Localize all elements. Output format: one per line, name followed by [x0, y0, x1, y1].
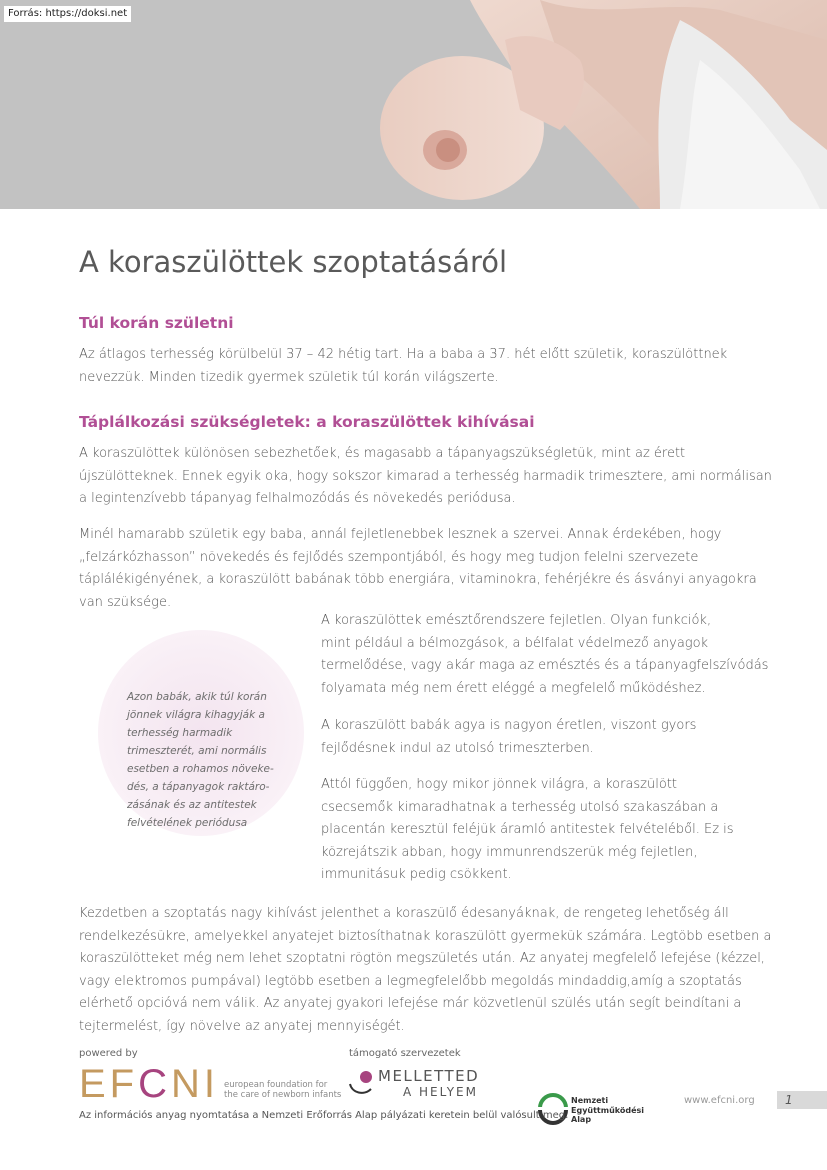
quote-line: zásának és az antitestek — [127, 799, 257, 811]
section-heading-nutrition: Táplálkozási szükségletek: a koraszülöttek kihívásai — [79, 413, 535, 431]
melletted-logo-icon — [347, 1068, 377, 1098]
paragraph-vulnerable — [79, 443, 772, 511]
paragraph-antibodies — [321, 774, 734, 887]
text-line: folyamata még nem érett eléggé a megfelelő működéshez. — [321, 680, 706, 696]
paragraph-breastfeeding — [79, 903, 771, 1038]
funding-notice: Az információs anyag nyomtatása a Nemzeti Erőforrás Alap pályázati keretein belül valósult meg. — [79, 1110, 569, 1121]
text-line: van szüksége. — [79, 594, 172, 610]
page-title: A koraszülöttek szoptatásáról — [79, 245, 508, 279]
text-line: tejtermelést, így növelve az anyatej mennyiségét. — [79, 1018, 405, 1034]
efcni-tagline-line: the care of newborn infants — [224, 1090, 342, 1100]
text-line: Az átlagos terhesség körülbelül 37 – 42 hétig tart. Ha a baba a 37. hét előtt születik, koraszülöttnek — [79, 347, 728, 362]
efcni-logo — [79, 1062, 219, 1106]
pull-quote — [127, 688, 274, 832]
text-line: nevezzük. Minden tizedik gyermek születik túl korán világszerte. — [79, 369, 499, 385]
quote-line: esetben a rohamos növeke- — [127, 763, 274, 775]
text-line: koraszülötteket még nem lehet szoptatni rögtön megszületés után. Az anyatej megfelelő lefejése (kézzel, — [79, 951, 765, 966]
text-line: fejlődésnek indul az utolsó trimeszterben. — [321, 740, 594, 756]
text-line: placentán keresztül feléjük áramló antitestek felvételéből. Ez is — [321, 822, 734, 837]
paragraph-organs — [79, 524, 757, 614]
section-heading-born-early: Túl korán születni — [79, 314, 234, 332]
text-line: A koraszülött babák agya is nagyon éretlen, viszont gyors — [321, 718, 697, 733]
text-line: elérhető opcióvá nem válik. Az anyatej gyakori lefejése már közvetlenül szülés után segít beindítani a — [79, 996, 742, 1011]
text-line: termelődése, vagy akár maga az emésztés és a tápanyagfelszívódás — [321, 658, 769, 673]
text-line: vagy elektromos pumpával) legtöbb esetben a legmegfelelőbb megoldás mindaddig,amíg a szoptatás — [79, 973, 742, 989]
text-line: újszülötteknek. Ennek egyik oka, hogy sokszor kimarad a terhesség harmadik trimesztere, ami normálisan — [79, 468, 772, 484]
source-label: Forrás: https://doksi.net — [4, 6, 131, 22]
text-line: Kezdetben a szoptatás nagy kihívást jelenthet a koraszülő édesanyáknak, de rengeteg lehetőség áll — [79, 906, 729, 921]
text-line: A koraszülöttek különösen sebezhetőek, és magasabb a tápanyagszükségletük, mint az érett — [79, 446, 686, 461]
melletted-logo-text: MELLETTED — [378, 1067, 480, 1085]
breastfeeding-photo — [0, 0, 827, 209]
page-number: 1 — [777, 1091, 827, 1109]
nea-logo-line: Nemzeti — [571, 1096, 609, 1105]
efcni-logo-text: NI — [171, 1062, 220, 1106]
text-line: immunitásuk pedig csökkent. — [321, 867, 512, 882]
website-link[interactable]: www.efcni.org — [684, 1095, 755, 1106]
paragraph-digestion — [321, 610, 768, 700]
text-line: Minél hamarabb születik egy baba, annál fejletlenebbek lesznek a szervei. Annak érdekében, hogy — [79, 527, 722, 542]
nea-logo-line: Együttműködési — [571, 1105, 645, 1115]
paragraph-intro — [79, 344, 727, 389]
efcni-tagline — [224, 1080, 341, 1100]
quote-line: dés, a tápanyagok raktáro- — [127, 781, 270, 793]
efcni-logo-text: C — [138, 1062, 172, 1106]
quote-line: terhesség harmadik — [127, 727, 233, 739]
text-line: mint például a bélmozgások, a bélfalat védelmező anyagok — [321, 635, 709, 651]
efcni-logo-text: EF — [79, 1062, 139, 1106]
text-line: „felzárkózhasson” növekedés és fejlődés szempontjából, és hogy meg tudjon felelni szervezete — [79, 549, 699, 565]
quote-line: Azon babák, akik túl korán — [127, 691, 267, 703]
text-line: közrejátszik abban, hogy immunrendszerük még fejletlen, — [321, 844, 698, 860]
powered-by-label: powered by — [79, 1048, 138, 1059]
hero-photo — [0, 0, 827, 209]
supporting-orgs-label: támogató szervezetek — [349, 1048, 461, 1059]
nea-logo-line: Alap — [571, 1115, 592, 1124]
text-line: csecsemők kimaradhatnak a terhesség utolsó szakaszában a — [321, 799, 719, 815]
text-line: táplálékigényének, a koraszülött babának több energiára, vitaminokra, fehérjékre és ásványi anyagokra — [79, 572, 757, 587]
quote-line: trimeszterét, ami normális — [127, 745, 267, 757]
paragraph-brain — [321, 715, 696, 760]
quote-line: felvételének periódusa — [127, 817, 248, 829]
text-line: Attól függően, hogy mikor jönnek világra, a koraszülött — [321, 777, 678, 792]
quote-line: jönnek világra kihagyják a — [127, 709, 265, 721]
nea-logo-text — [571, 1096, 644, 1125]
text-line: A koraszülöttek emésztőrendszere fejletlen. Olyan funkciók, — [321, 613, 712, 628]
efcni-tagline-line: european foundation for — [224, 1080, 328, 1090]
text-line: a legintenzívebb tápanyag felhalmozódás és növekedés periódusa. — [79, 491, 516, 506]
text-line: rendelkezésükre, amelyekkel anyatejet biztosíthatnak koraszülött gyermekük számára. Legtöbb esetben a — [79, 928, 772, 944]
melletted-logo-subtext: A HELYEM — [403, 1085, 478, 1099]
